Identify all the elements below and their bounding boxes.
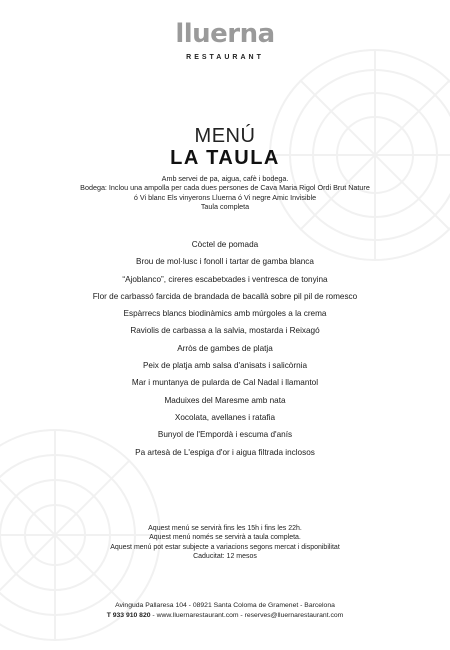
- dish-list: [0, 236, 450, 461]
- restaurant-logo: lluerna: [175, 19, 275, 49]
- logo-subtitle: RESTAURANT: [186, 54, 264, 61]
- dish-item: Xocolata, avellanes i ratafia: [174, 412, 276, 422]
- dish-item: Maduixes del Maresme amb nata: [164, 395, 286, 405]
- dish-item: Peix de platja amb salsa d'anisats i salicòrnia: [142, 361, 308, 371]
- note-line: Caducitat: 12 mesos: [193, 553, 257, 561]
- menu-notes: [0, 524, 450, 562]
- intro-line: Taula completa: [200, 201, 250, 211]
- intro-line: ó Vi blanc Els vinyerons Lluerna ó Vi negre Amic Invisible: [133, 192, 317, 202]
- intro-line: Bodega: Inclou una ampolla per cada dues persones de Cava Maria Rigol Ordi Brut Nature: [80, 183, 370, 193]
- menu-title: MENÚ: [194, 125, 256, 147]
- brand-header: [0, 20, 450, 61]
- footer-address: Avinguda Pallaresa 104 - 08921 Santa Coloma de Gramenet - Barcelona: [115, 602, 335, 609]
- note-line: Aquest menú pot estar subjecte a variacions segons mercat i disponibilitat: [110, 543, 340, 551]
- dish-item: “Ajoblanco”, cireres escabetxades i ventresca de tonyina: [122, 274, 328, 284]
- dish-item: Raviolis de carbassa a la salvia, mostarda i Reixagó: [130, 326, 320, 336]
- footer-contact: - www.lluernarestaurant.com - reserves@lluernarestaurant.com: [150, 611, 344, 619]
- menu-intro: [0, 174, 450, 211]
- dish-item: Flor de carbassó farcida de brandada de bacallà sobre pil pil de romesco: [92, 291, 358, 301]
- dish-item: Bunyol de l'Empordà i escuma d'anís: [157, 430, 293, 440]
- note-line: Aquest menú només se servirà a taula completa.: [149, 534, 301, 542]
- dish-item: Brou de mol·lusc i fonoll i tartar de gamba blanca: [136, 257, 314, 267]
- menu-heading: [0, 126, 450, 169]
- dish-item: Còctel de pomada: [191, 240, 259, 249]
- dish-item: Pa artesà de L'espiga d'or i aigua filtrada inclosos: [135, 447, 315, 457]
- footer-phone: T 933 910 820: [106, 611, 151, 619]
- menu-name: LA TAULA: [170, 147, 280, 169]
- dish-item: Arròs de gambes de platja: [177, 343, 273, 353]
- dish-item: Espàrrecs blancs biodinàmics amb múrgoles a la crema: [123, 309, 327, 319]
- footer-contact-line: [0, 611, 450, 621]
- dish-item: Mar i muntanya de pularda de Cal Nadal i llamantol: [131, 378, 319, 388]
- page-footer: [0, 601, 450, 620]
- intro-line: Amb servei de pa, aigua, cafè i bodega.: [161, 174, 289, 183]
- note-line: Aquest menú se servirà fins les 15h i fins les 22h.: [148, 525, 302, 532]
